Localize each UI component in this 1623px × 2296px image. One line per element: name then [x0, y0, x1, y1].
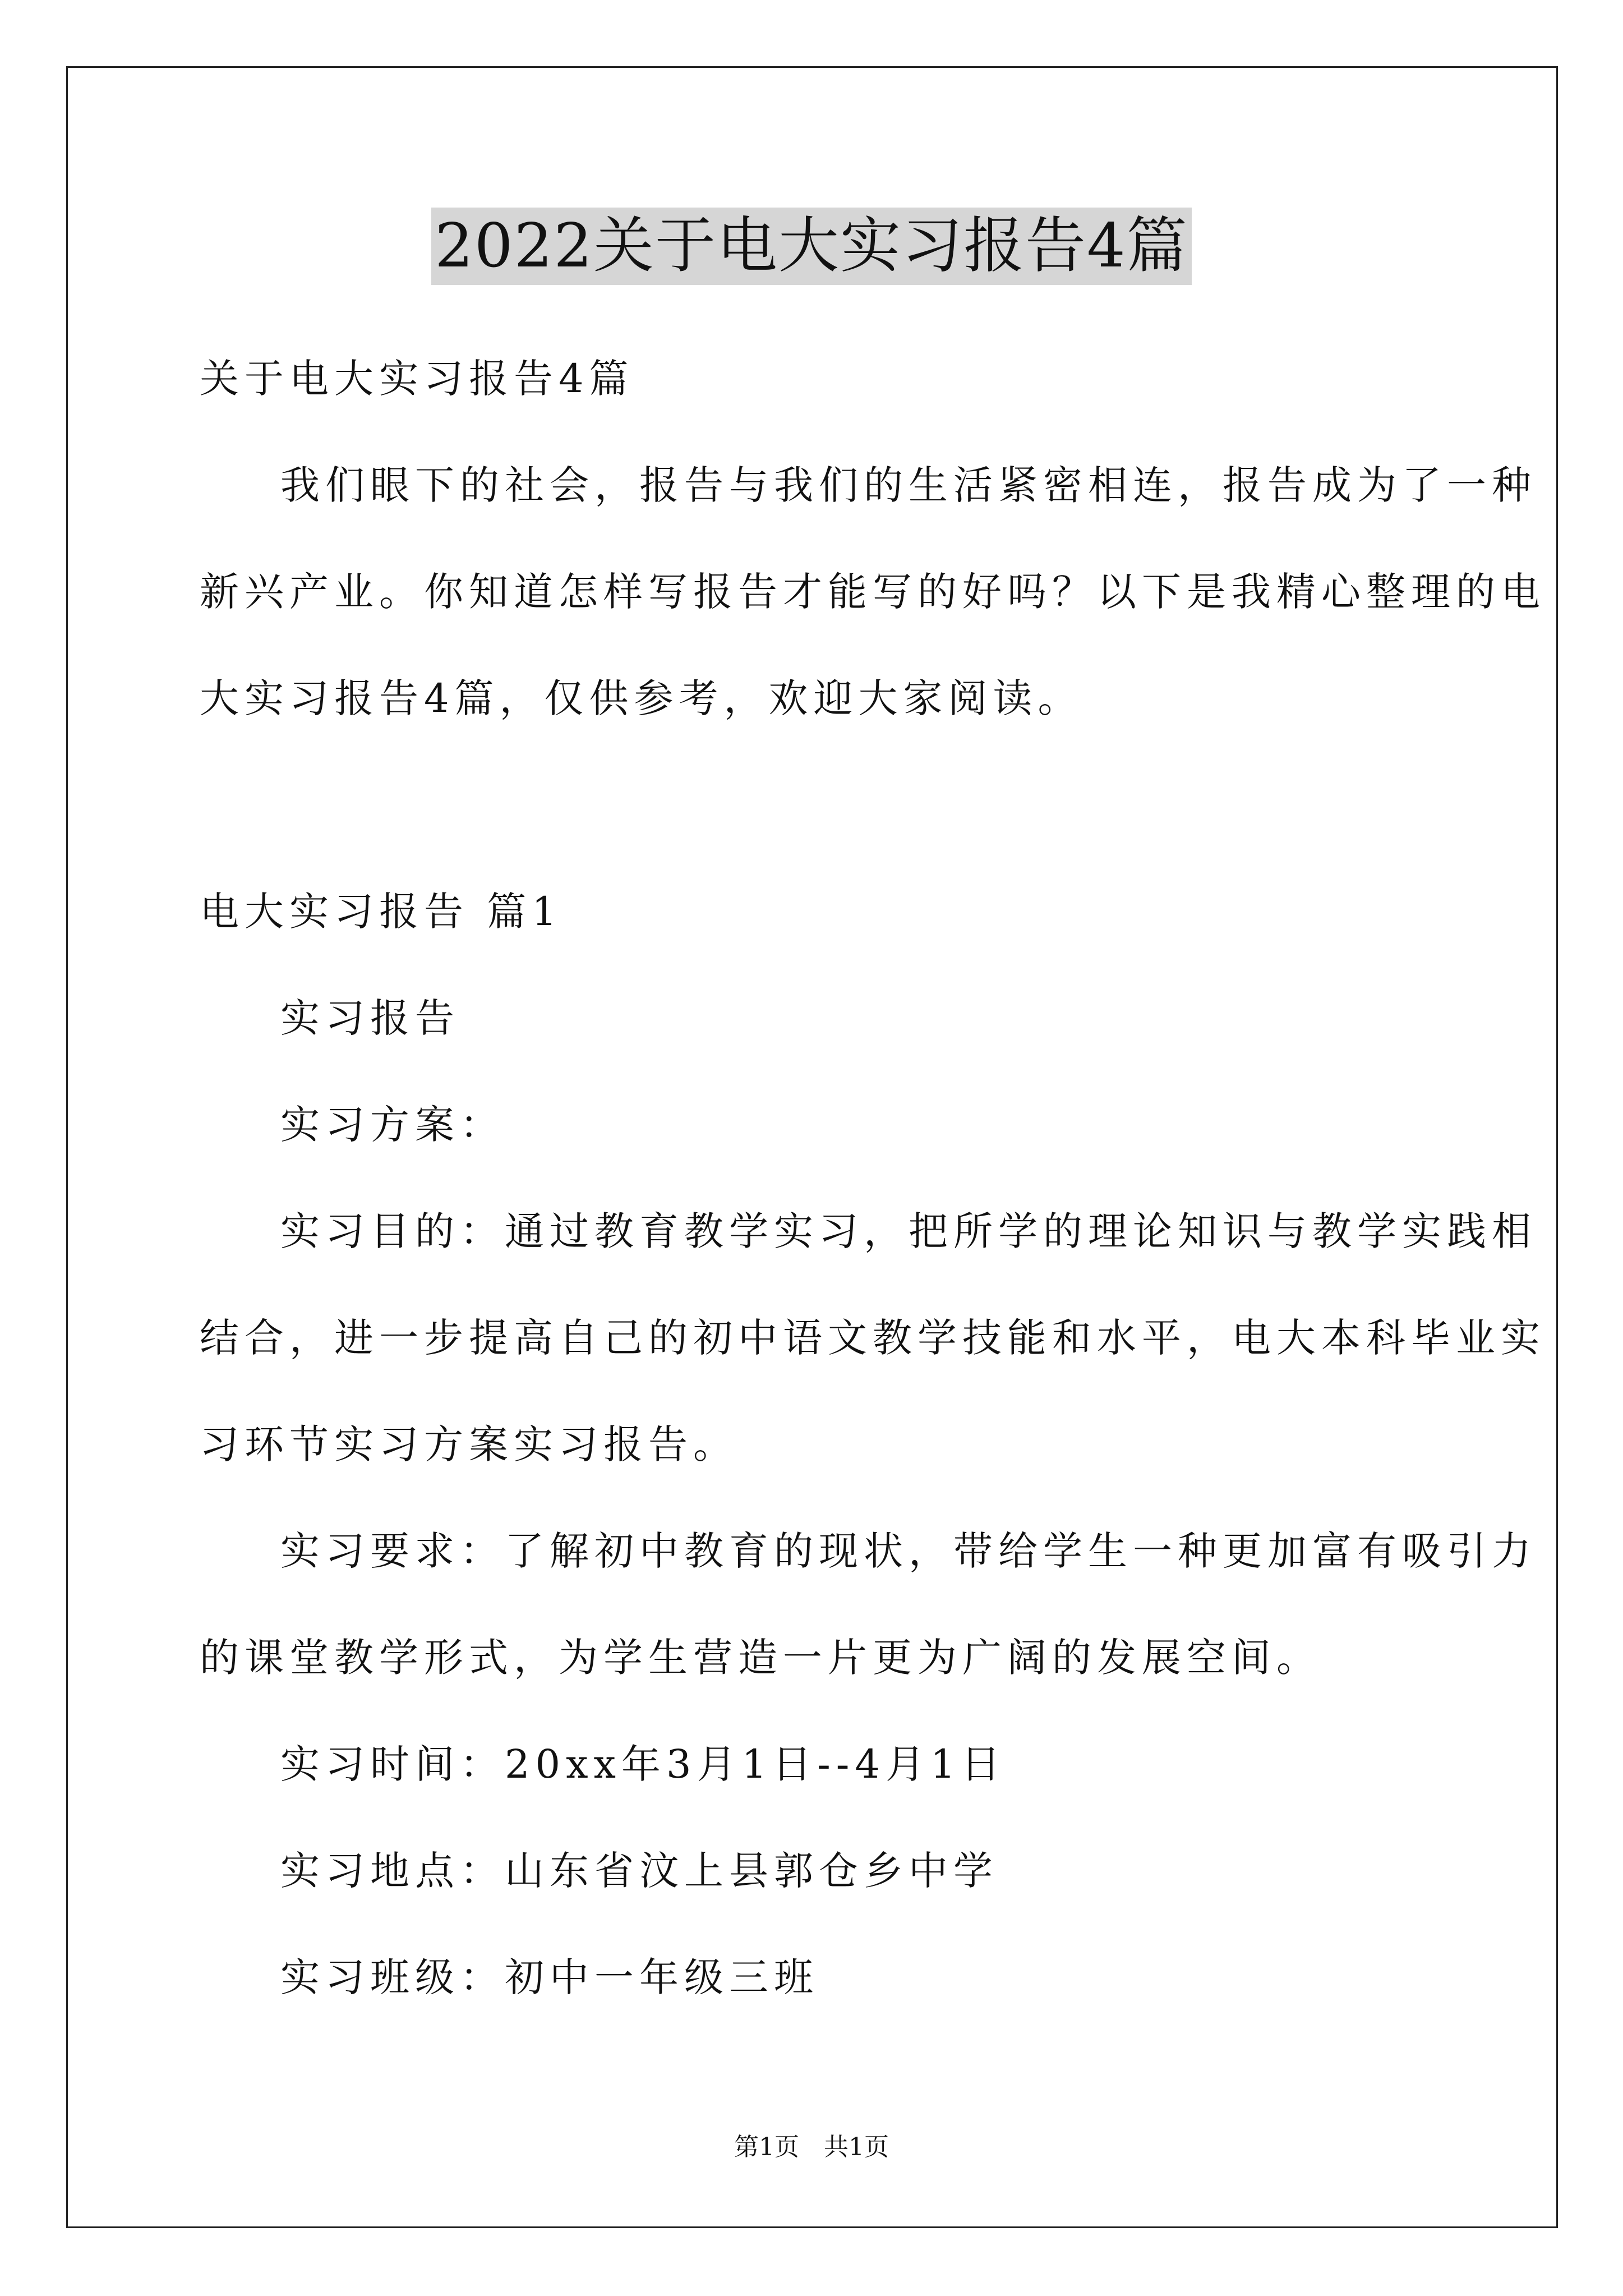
purpose-line-1: 实习目的：通过教育教学实习，把所学的理论知识与教学实践相	[280, 1208, 1537, 1254]
title-container	[0, 208, 1623, 285]
purpose-line-2: 结合，进一步提高自己的初中语文教学技能和水平，电大本科毕业实	[200, 1315, 1546, 1361]
internship-class: 实习班级：初中一年级三班	[280, 1954, 819, 2000]
report-label: 实习报告	[280, 995, 460, 1041]
plan-label: 实习方案：	[280, 1102, 505, 1148]
internship-location: 实习地点：山东省汶上县郭仓乡中学	[280, 1848, 998, 1894]
document-subtitle: 关于电大实习报告4篇	[200, 356, 634, 402]
internship-time: 实习时间：20xx年3月1日--4月1日	[280, 1741, 1006, 1787]
section-heading: 电大实习报告 篇1	[200, 889, 562, 935]
requirement-line-2: 的课堂教学形式，为学生营造一片更为广阔的发展空间。	[200, 1635, 1321, 1681]
purpose-line-3: 习环节实习方案实习报告。	[200, 1421, 738, 1467]
intro-line-3: 大实习报告4篇，仅供参考，欢迎大家阅读。	[200, 675, 1083, 721]
document-title: 2022关于电大实习报告4篇	[431, 208, 1192, 285]
page-footer: 第1页 共1页	[734, 2133, 889, 2161]
requirement-line-1: 实习要求：了解初中教育的现状，带给学生一种更加富有吸引力	[280, 1528, 1537, 1574]
intro-line-2: 新兴产业。你知道怎样写报告才能写的好吗？以下是我精心整理的电	[200, 569, 1546, 615]
intro-line-1: 我们眼下的社会，报告与我们的生活紧密相连，报告成为了一种	[280, 462, 1537, 508]
